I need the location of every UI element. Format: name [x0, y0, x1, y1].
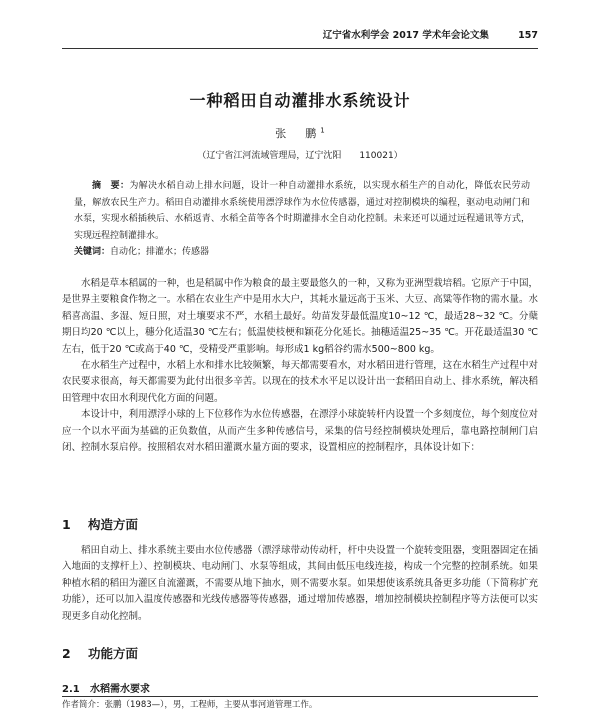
subsection-number: 2.1	[62, 684, 80, 695]
running-head	[62, 26, 538, 49]
section-heading-1	[62, 515, 138, 533]
subsection-heading-2-1	[62, 680, 538, 697]
keywords-text: 自动化；排灌水；传感器	[110, 247, 210, 257]
keywords	[74, 244, 530, 260]
abstract-label: 摘 要：	[92, 181, 130, 191]
subsection-title: 水稻需水要求	[90, 684, 150, 695]
section-1-body	[62, 543, 538, 625]
intro-paragraph: 在水稻生产过程中，水稻上水和排水比较频繁，每天都需要看水，对水稻田进行管理，这在水稻生产过程中对农民要求很高，每天都需要为此付出很多辛苦。以现在的技术水平足以设计出一套稻田自动上、排水系统，解决稻田管理中农田水利现代化方面的问题。	[62, 360, 538, 404]
section-title: 构造方面	[88, 517, 139, 532]
author-name: 张 鹏	[275, 127, 321, 140]
author-line	[62, 125, 538, 141]
paper-title: 一种稻田自动灌排水系统设计	[189, 91, 411, 110]
intro-paragraph: 本设计中，利用漂浮小球的上下位移作为水位传感器，在漂浮小球旋转杆内设置一个多刻度位，每个刻度位对应一个以水平面为基础的正负数值，从而产生多种传感信号，采集的信号经控制模块处理后，靠电路控制闸门启闭、控制水泵启停。按照稻农对水稻田灌溉水量方面的要求，设置相应的控制程序，具体设计如下：	[62, 409, 538, 454]
intro-paragraph: 水稻是草本稻属的一种，也是稻属中作为粮食的最主要最悠久的一种，又称为亚洲型栽培稻。它原产于中国，是世界主要粮食作物之一。水稻在农业生产中是用水大户，其耗水量远高于玉米、大豆、高粱等作物的需水量。水稻喜高温、多湿、短日照，对土壤要求不严，水稻土最好。幼苗发芽最低温度10~12 ℃，最适28~32 ℃。分蘖期日均20 ℃以上，穗分化适温30 ℃左右；低温使枝梗和颖花分化延长。抽穗适温25~35 ℃。开花最适温30 ℃左右，低于20 ℃或高于40 ℃，受精受严重影响。每形成1 kg稻谷约需水500~800 kg。	[62, 278, 538, 355]
section-title: 功能方面	[88, 646, 139, 661]
abstract	[74, 178, 530, 244]
page-number: 157	[518, 30, 538, 41]
affiliation: （辽宁省江河流域管理局，辽宁沈阳 110021）	[197, 151, 403, 161]
intro-section	[62, 276, 538, 456]
author-superscript: 1	[320, 126, 325, 135]
abstract-text: 为解决水稻自动上排水问题，设计一种自动灌排水系统，以实现水稻生产的自动化，降低农民劳动量，解放农民生产力。稻田自动灌排水系统使用漂浮球作为水位传感器，通过对控制模块的编程，驱动电动闸门和水泵，实现水稻插秧后、水稻返青、水稻全苗等各个时期灌排水全自动化控制。未来还可以通过远程通讯等方式，实现远程控制灌排水。	[74, 181, 530, 241]
section-paragraph: 稻田自动上、排水系统主要由水位传感器（漂浮球带动传动杆，杆中央设置一个旋转变阻器，变阻器固定在插入地面的支撑杆上）、控制模块、电动闸门、水泵等组成，其间由低压电线连接，构成一个完整的控制系统。如果种植水稻的稻田为灌区自流灌溉，不需要从地下抽水，则不需要水泵。如果想使该系统具备更多功能（下简称扩充功能），还可以加入温度传感器和光线传感器等传感器，通过增加传感器，增加控制模块控制程序等方法便可以实现更多自动化控制。	[62, 545, 538, 622]
section-heading-2	[62, 644, 138, 662]
keywords-label: 关键词：	[74, 247, 111, 257]
journal-name: 辽宁省水利学会 2017 学术年会论文集	[322, 30, 489, 41]
author-footnote: 作者简介：张鹏（1983—），男，工程师，主要从事河道管理工作。	[62, 700, 318, 710]
section-number: 2	[62, 646, 71, 661]
section-number: 1	[62, 517, 71, 532]
